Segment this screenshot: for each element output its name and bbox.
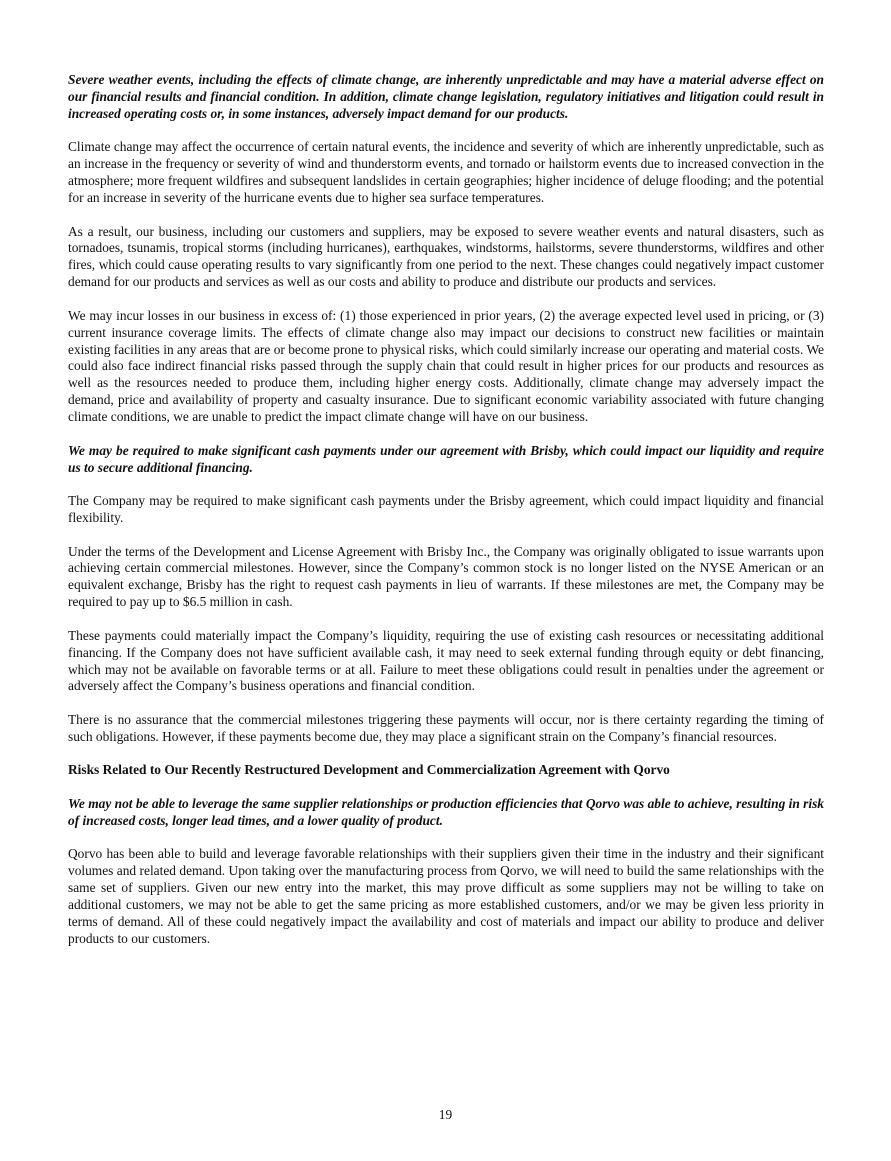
paragraph-qorvo-suppliers: Qorvo has been able to build and leverage favorable relationships with their suppliers given their time in the industry and their significant volumes and related demand. Upon taking over the manufacturing process from Qorvo, we will need to build the same relationships with the same set of suppliers. Given our new entry into the market, this may prove difficult as some suppliers may not be willing to take on additional customers, we may not be able to get the same pricing as more established customers, and/or we may be given less priority in terms of demand. All of these could negatively impact the availability and cost of materials and impact our ability to produce and deliver products to our customers. <box>68 846 824 946</box>
paragraph-brisby-terms: Under the terms of the Development and License Agreement with Brisby Inc., the Company was originally obligated to issue warrants upon achieving certain commercial milestones. However, since the Company’s common stock is no longer listed on the NYSE American or an equivalent exchange, Brisby has the right to request cash payments in lieu of warrants. If these milestones are met, the Company may be required to pay up to $6.5 million in cash. <box>68 543 824 610</box>
risk-factor-heading-brisby: We may be required to make significant cash payments under our agreement with Brisby, which could impact our liquidity and require us to secure additional financing. <box>68 442 824 475</box>
risk-factor-heading-qorvo: We may not be able to leverage the same supplier relationships or production efficiencies that Qorvo was able to achieve, resulting in risk of increased costs, longer lead times, and a lower quality of product. <box>68 795 824 828</box>
paragraph-climate-events: Climate change may affect the occurrence of certain natural events, the incidence and severity of which are inherently unpredictable, such as an increase in the frequency or severity of wind and thunderstorm events, and tornado or hailstorm events due to increased convection in the atmosphere; more frequent wildfires and subsequent landslides in certain geographies; higher incidence of deluge flooding; and the potential for an increase in severity of the hurricane events due to higher sea surface temperatures. <box>68 139 824 206</box>
risk-factor-heading-climate: Severe weather events, including the effects of climate change, are inherently unpredictable and may have a material adverse effect on our financial results and financial condition. In addition, climate change legislation, regulatory initiatives and litigation could result in increased operating costs or, in some instances, adversely impact demand for our products. <box>68 72 824 121</box>
document-page <box>68 72 824 964</box>
paragraph-brisby-summary: The Company may be required to make significant cash payments under the Brisby agreement, which could impact liquidity and financial flexibility. <box>68 493 824 525</box>
paragraph-brisby-assurance: There is no assurance that the commercial milestones triggering these payments will occur, nor is there certainty regarding the timing of such obligations. However, if these payments become due, they may place a significant strain on the Company’s financial resources. <box>68 711 824 744</box>
paragraph-severe-weather-exposure: As a result, our business, including our customers and suppliers, may be exposed to severe weather events and natural disasters, such as tornadoes, tsunamis, tropical storms (including hurricanes), earthquakes, windstorms, hailstorms, severe thunderstorms, wildfires and other fires, which could cause operating results to vary significantly from one period to the next. These changes could negatively impact customer demand for our products and services as well as our costs and ability to produce and distribute our products and services. <box>68 223 824 290</box>
page-number: 19 <box>438 1107 453 1122</box>
paragraph-brisby-liquidity: These payments could materially impact the Company’s liquidity, requiring the use of existing cash resources or necessitating additional financing. If the Company does not have sufficient available cash, it may need to seek external funding through equity or debt financing, which may not be available on favorable terms or at all. Failure to meet these obligations could result in penalties under the agreement or adversely affect the Company’s business operations and financial condition. <box>68 627 824 694</box>
section-heading-qorvo: Risks Related to Our Recently Restructured Development and Commercialization Agreement with Qorvo <box>68 762 670 778</box>
paragraph-losses: We may incur losses in our business in excess of: (1) those experienced in prior years, (2) the average expected level used in pricing, or (3) current insurance coverage limits. The effects of climate change also may impact our decisions to construct new facilities or maintain existing facilities in any areas that are or become prone to physical risks, which could similarly increase our operating and material costs. We could also face indirect financial risks passed through the supply chain that could result in higher prices for our products and resources as well as the resources needed to produce them, including higher energy costs. Additionally, climate change may adversely impact the demand, price and availability of property and casualty insurance. Due to significant economic variability associated with future changing climate conditions, we are unable to predict the impact climate change will have on our business. <box>68 307 824 425</box>
